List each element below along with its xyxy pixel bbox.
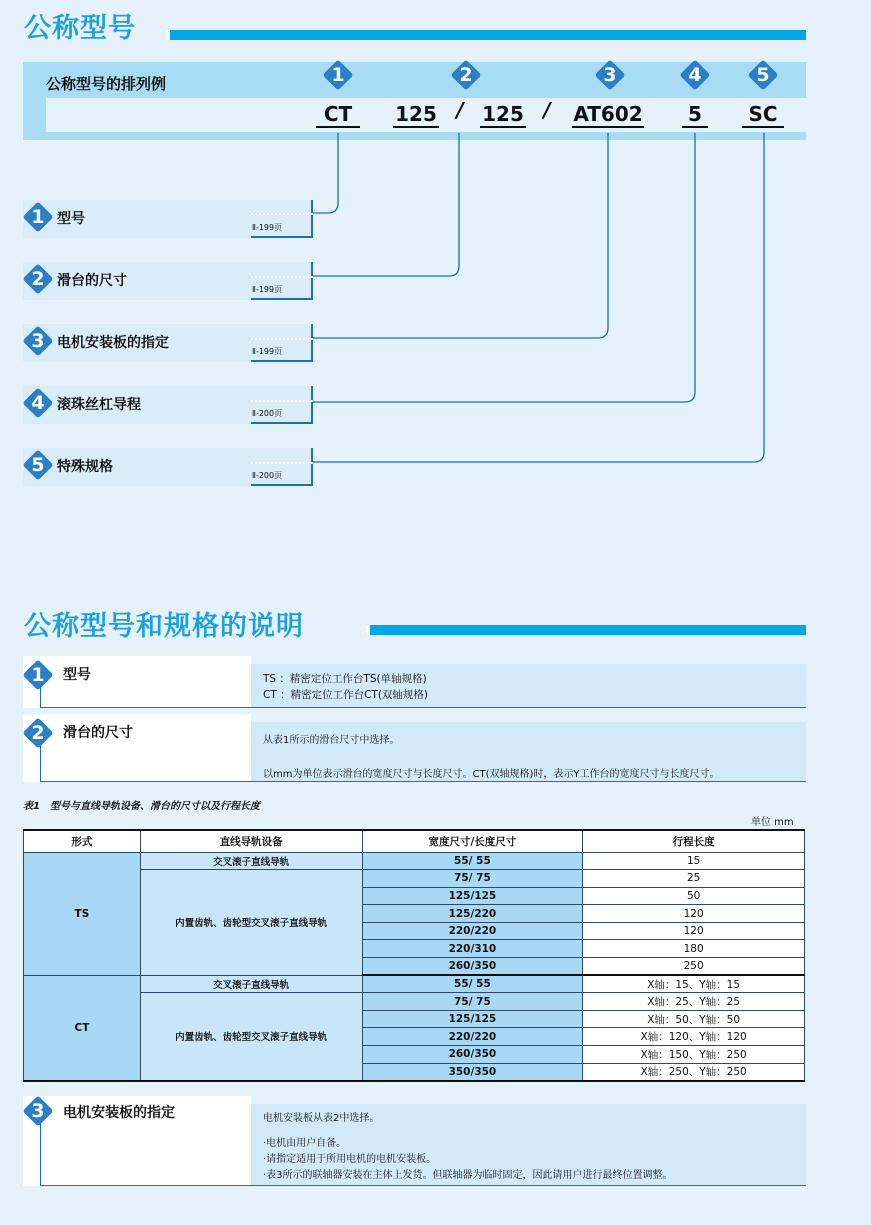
cell-kind: CT [24,975,141,1081]
cell-stroke: 120 [583,905,805,923]
item-bubble-1: 1 [23,202,53,232]
table1-unit: 单位 mm [751,817,794,828]
cell-size: 125/125 [362,1010,583,1028]
table1-caption: 表1 型号与直线导轨设备、滑台的尺寸以及行程长度 [23,801,260,812]
connector-lines [0,0,871,520]
code-separator: / [456,98,464,122]
spec1-label: 型号 [63,667,91,683]
item-label-ball-screw-lead: 滚珠丝杠导程 [57,397,141,413]
th-device: 直线导轨设备 [140,830,362,852]
cell-device: 内置齿轨、齿轮型交叉滚子直线导轨 [140,870,362,976]
cell-kind: TS [24,852,141,975]
leader-dots [251,400,313,402]
cell-size: 220/220 [362,1028,583,1046]
cell-stroke: 250 [583,958,805,976]
item-bubble-2: 2 [23,264,53,294]
cell-stroke: 25 [583,870,805,888]
page-ref[interactable]: Ⅱ-199页 [252,347,283,356]
spec2-line-2: 以mm为单位表示滑台的宽度尺寸与长度尺寸。CT(双轴规格)时，表示Y工作台的宽度尺寸与长度尺寸。 [263,769,720,780]
page-ref[interactable]: Ⅱ-200页 [252,471,283,480]
cell-size: 55/ 55 [362,852,583,870]
spec2-line-1: 从表1所示的滑台尺寸中选择。 [263,735,400,746]
table-header-row [24,830,805,852]
table1 [23,829,805,1082]
cell-stroke: 180 [583,940,805,958]
table-row [24,852,805,870]
cell-stroke: X轴：150、Y轴：250 [583,1046,805,1064]
item-bubble-3: 3 [23,326,53,356]
cell-stroke: X轴：15、Y轴：15 [583,975,805,993]
spec3-bullet-1: ·电机由用户自备。 [263,1138,347,1149]
cell-size: 220/220 [362,922,583,940]
cell-stroke: X轴：250、Y轴：250 [583,1063,805,1081]
leader-dots [251,276,313,278]
page-ref[interactable]: Ⅱ-199页 [252,285,283,294]
item-bubble-4: 4 [23,388,53,418]
th-stroke: 行程长度 [583,830,805,852]
spec1-line-ts: TS ：精密定位工作台TS(单轴规格) [263,673,427,685]
cell-stroke: 50 [583,887,805,905]
spec3-bubble: 3 [23,1096,53,1126]
example-bubble-5: 5 [748,60,778,90]
cell-device: 交叉滚子直线导轨 [140,852,362,870]
spec1-line-ct: CT ：精密定位工作台CT(双轴规格) [263,689,429,701]
code-length: 125 [482,102,524,126]
table-row [24,993,805,1011]
section-title-bar [366,625,806,635]
cell-size: 75/ 75 [362,870,583,888]
cell-size: 350/350 [362,1063,583,1081]
cell-size: 75/ 75 [362,993,583,1011]
code-special: SC [748,102,778,126]
item-label-motor-plate: 电机安装板的指定 [57,335,169,351]
spec3-line-1: 电机安装板从表2中选择。 [263,1113,380,1124]
item-label-special-spec: 特殊规格 [57,459,113,475]
spec2-label: 滑台的尺寸 [63,725,133,741]
cell-size: 220/310 [362,940,583,958]
spec2-frame [40,736,251,782]
cell-device: 内置齿轨、齿轮型交叉滚子直线导轨 [140,993,362,1081]
spec3-bullet-3: ·表3所示的联轴器安装在主体上发货。但联轴器为临时固定，因此请用户进行最终位置调整。 [263,1170,673,1181]
code-separator: / [543,98,551,122]
code-motor-plate: AT602 [573,102,643,126]
spec1-bubble: 1 [23,660,53,690]
example-label: 公称型号的排列例 [46,75,167,93]
spec3-bullet-2: ·请指定适用于所用电机的电机安装板。 [263,1154,437,1165]
spec3-label: 电机安装板的指定 [63,1105,175,1121]
item-label-model: 型号 [57,211,85,227]
example-bubble-1: 1 [323,60,353,90]
example-bubble-3: 3 [595,60,625,90]
cell-size: 125/125 [362,887,583,905]
leader-dots [251,462,313,464]
cell-stroke: X轴：50、Y轴：50 [583,1010,805,1028]
cell-stroke: X轴：25、Y轴：25 [583,993,805,1011]
example-bubble-2: 2 [451,60,481,90]
page-ref[interactable]: Ⅱ-199页 [252,223,283,232]
item-label-slide-size: 滑台的尺寸 [57,273,127,289]
table-row [24,975,805,993]
spec3-frame [40,1120,251,1186]
table-row [24,870,805,888]
spec2-bubble: 2 [23,718,53,748]
item-bubble-5: 5 [23,450,53,480]
cell-size: 55/ 55 [362,975,583,993]
example-bubble-4: 4 [680,60,710,90]
th-size: 宽度尺寸/长度尺寸 [362,830,583,852]
code-width: 125 [395,102,437,126]
cell-stroke: X轴：120、Y轴：120 [583,1028,805,1046]
cell-stroke: 120 [583,922,805,940]
section-title-nominal-model: 公称型号 [24,13,136,44]
leader-dots [251,338,313,340]
th-kind: 形式 [24,830,141,852]
leader-dots [251,213,313,215]
cell-stroke: 15 [583,852,805,870]
cell-size: 260/350 [362,1046,583,1064]
cell-size: 125/220 [362,905,583,923]
section-title-spec-description: 公称型号和规格的说明 [24,611,304,642]
cell-device: 交叉滚子直线导轨 [140,975,362,993]
code-ct: CT [323,102,353,126]
page-ref[interactable]: Ⅱ-200页 [252,409,283,418]
cell-size: 260/350 [362,958,583,976]
code-lead: 5 [688,102,702,126]
